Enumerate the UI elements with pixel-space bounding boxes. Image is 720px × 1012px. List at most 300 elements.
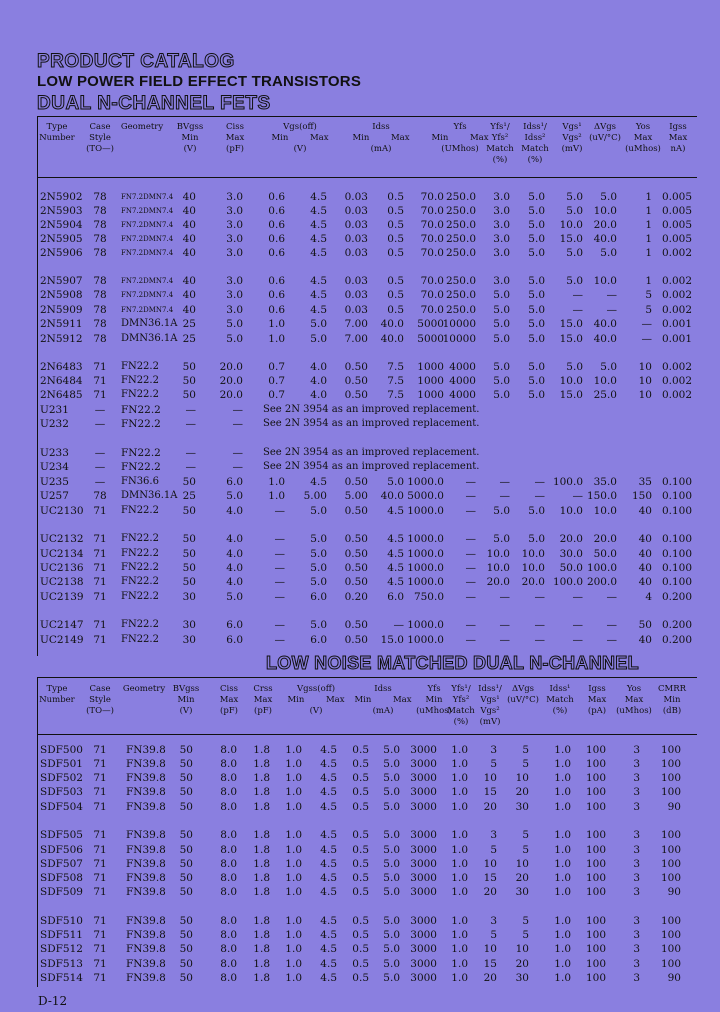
- table1-cell: —: [572, 619, 583, 631]
- table1-cell: 70.0: [420, 275, 444, 287]
- table1-cell: 0.5: [387, 219, 404, 231]
- table1-cell: 5.0: [528, 219, 545, 231]
- table2-cell: 1.0: [451, 772, 468, 784]
- table2-cell: FN39.8: [126, 744, 166, 756]
- table1-cell: 0.6: [268, 233, 285, 245]
- table1-cell: —: [94, 447, 106, 459]
- table2-cell: 4.5: [320, 744, 337, 756]
- table1-cell: UC2147: [40, 619, 84, 631]
- table1-cell: 10.0: [486, 548, 510, 560]
- table1-cell: 50: [638, 619, 652, 631]
- table1-cell: 0.100: [661, 576, 692, 588]
- table2-cell: 1.8: [253, 943, 270, 955]
- table1-cell: 78: [93, 333, 107, 345]
- table1-cell: 1.0: [268, 318, 285, 330]
- table1-cell: 750.0: [413, 591, 444, 603]
- table1-cell: —: [465, 576, 476, 588]
- table2-cell: 1.8: [253, 872, 270, 884]
- table1-cell: 50.0: [593, 548, 617, 560]
- table2-cell: 10: [515, 858, 529, 870]
- table2-cell: 0.5: [352, 886, 369, 898]
- table1-cell: 0.5: [387, 191, 404, 203]
- table1-cell: 70.0: [420, 205, 444, 217]
- table1-cell: 70.0: [420, 191, 444, 203]
- table1-cell: 71: [93, 619, 107, 631]
- table2-cell: 4.5: [320, 929, 337, 941]
- table2-cell: FN39.8: [126, 758, 166, 770]
- table2-cell: 5: [522, 929, 529, 941]
- replacement-note: See 2N 3954 as an improved replacement.: [263, 447, 480, 458]
- table1-cell: 2N5905: [40, 233, 83, 245]
- table1-cell: DMN36.1A: [121, 333, 178, 344]
- table2-cell: 50: [179, 929, 193, 941]
- table1-cell: FN7.2DMN7.4: [121, 277, 174, 285]
- table1-cell: 71: [93, 389, 107, 401]
- table1-cell: 30: [182, 619, 196, 631]
- table2-cell: 5: [490, 844, 497, 856]
- table1-cell: —: [274, 562, 285, 574]
- table2-cell: 0.5: [352, 915, 369, 927]
- table1-cell: 0.100: [661, 505, 692, 517]
- table2-cell: SDF501: [40, 758, 83, 770]
- table1-cell: 50: [182, 476, 196, 488]
- table1-cell: 0.20: [344, 591, 368, 603]
- table1-cell: UC2138: [40, 576, 84, 588]
- table1-cell: 10.0: [521, 548, 545, 560]
- table2-cell: 3: [633, 758, 640, 770]
- table2-cell: 8.0: [220, 858, 237, 870]
- table1-column-header: BVgss Min (V): [176, 122, 204, 154]
- table2-cell: 4.5: [320, 844, 337, 856]
- table1-cell: 71: [93, 591, 107, 603]
- table1-cell: 5000: [417, 318, 444, 330]
- table1-cell: 10: [638, 375, 652, 387]
- table2-cell: 100: [660, 786, 681, 798]
- table1-cell: 0.50: [344, 619, 368, 631]
- table1-cell: 1000: [417, 389, 444, 401]
- table1-cell: 5.0: [226, 318, 243, 330]
- table2-cell: 0.5: [352, 972, 369, 984]
- table1-cell: 0.100: [661, 533, 692, 545]
- table2-cell: 5: [522, 758, 529, 770]
- table2-cell: FN39.8: [126, 858, 166, 870]
- table1-cell: —: [274, 576, 285, 588]
- table1-cell: 78: [93, 191, 107, 203]
- table1-cell: 1: [645, 205, 652, 217]
- table1-cell: FN7.2DMN7.4: [121, 207, 174, 215]
- table1-cell: —: [606, 591, 617, 603]
- table1-cell: 10: [638, 389, 652, 401]
- table1-cell: 1: [645, 233, 652, 245]
- table2-cell: 5.0: [383, 844, 400, 856]
- table2-cell: 1.0: [285, 844, 302, 856]
- table2-cell: 3: [490, 829, 497, 841]
- table1-cell: 7.5: [387, 375, 404, 387]
- table1-cell: 5.0: [528, 361, 545, 373]
- table2-cell: 8.0: [220, 972, 237, 984]
- table1-cell: 40.0: [593, 233, 617, 245]
- table1-cell: 4.5: [310, 247, 327, 259]
- table1-cell: —: [499, 476, 510, 488]
- table1-cell: —: [606, 289, 617, 301]
- table1-cell: 5.0: [528, 289, 545, 301]
- table2-column-header: ΔVgs (uV/°C): [507, 684, 539, 705]
- table1-cell: —: [94, 404, 106, 416]
- table1-cell: 5.0: [493, 333, 510, 345]
- table1-cell: 6.0: [226, 476, 243, 488]
- table1-cell: 71: [93, 533, 107, 545]
- table2-cell: 100: [660, 744, 681, 756]
- table1-column-header: Yos Max (uMhos): [625, 122, 661, 154]
- table2-cell: 5.0: [383, 758, 400, 770]
- table2-cell: 1.8: [253, 972, 270, 984]
- table1-cell: 50: [182, 361, 196, 373]
- table1-cell: 0.50: [344, 562, 368, 574]
- table1-cell: 50: [182, 533, 196, 545]
- table1-cell: 5.0: [566, 205, 583, 217]
- table1-cell: —: [274, 634, 285, 646]
- table2-cell: 3: [490, 744, 497, 756]
- table2-cell: 100: [660, 758, 681, 770]
- table1-cell: UC2132: [40, 533, 84, 545]
- table1-cell: FN22.2: [121, 389, 159, 400]
- table1-cell: 10.0: [559, 219, 583, 231]
- table2-cell: 3: [633, 872, 640, 884]
- table2-cell: 1.0: [285, 958, 302, 970]
- table1-cell: UC2134: [40, 548, 84, 560]
- table2-cell: 8.0: [220, 943, 237, 955]
- table1-cell: 0.03: [344, 191, 368, 203]
- table1-cell: 1000.0: [407, 505, 444, 517]
- table1-cell: —: [572, 289, 583, 301]
- table1-cell: 5.0: [528, 389, 545, 401]
- table1-column-header: ΔVgs (uV/°C): [589, 122, 621, 143]
- table1-cell: 71: [93, 576, 107, 588]
- table1-cell: —: [274, 505, 285, 517]
- table2-cell: 71: [93, 829, 107, 841]
- table2-cell: 3000: [410, 886, 437, 898]
- table1-cell: 7.00: [344, 318, 368, 330]
- table1-cell: 20.0: [219, 389, 243, 401]
- table1-cell: 150: [631, 490, 652, 502]
- table1-cell: 0.5: [387, 289, 404, 301]
- table2-cell: 1.0: [451, 972, 468, 984]
- table1-cell: —: [534, 591, 545, 603]
- table1-cell: —: [606, 304, 617, 316]
- table2-cell: 5.0: [383, 858, 400, 870]
- table1-cell: 5.0: [600, 191, 617, 203]
- table1-cell: 0.001: [661, 318, 692, 330]
- table2-cell: 1.0: [554, 801, 571, 813]
- table2-cell: 3: [633, 915, 640, 927]
- table2-cell: 20: [515, 872, 529, 884]
- table1-cell: FN22.2: [121, 361, 159, 372]
- table1-cell: 5.0: [528, 205, 545, 217]
- table1-cell: 5: [645, 289, 652, 301]
- table2-column-header: Type Number: [39, 684, 75, 705]
- table1-cell: 5.0: [528, 375, 545, 387]
- table2-cell: 20: [483, 886, 497, 898]
- table1-cell: 5.0: [310, 562, 327, 574]
- table2-cell: 50: [179, 943, 193, 955]
- table2-column-header: Yos Max (uMhos): [616, 684, 652, 716]
- table1-cell: 0.5: [387, 205, 404, 217]
- table2-cell: 1.0: [285, 829, 302, 841]
- table2-cell: 1.0: [554, 929, 571, 941]
- table1-cell: 78: [93, 318, 107, 330]
- table1-cell: 0.5: [387, 275, 404, 287]
- table1-cell: 0.005: [661, 191, 692, 203]
- table1-cell: 0.50: [344, 361, 368, 373]
- table1-cell: —: [94, 418, 106, 430]
- table2-cell: SDF506: [40, 844, 83, 856]
- table1-cell: U232: [40, 418, 69, 430]
- table2-cell: 1.8: [253, 844, 270, 856]
- table1-cell: 5.0: [493, 389, 510, 401]
- table1-cell: FN7.2DMN7.4: [121, 193, 174, 201]
- table1-cell: —: [572, 304, 583, 316]
- table1-cell: 20.0: [219, 361, 243, 373]
- table1-cell: 20.0: [559, 533, 583, 545]
- table1-cell: 5.0: [528, 333, 545, 345]
- table1-cell: 20.0: [521, 576, 545, 588]
- table2-cell: 3: [633, 772, 640, 784]
- table1-cell: 200.0: [586, 576, 617, 588]
- table2-cell: 0.5: [352, 943, 369, 955]
- table2-cell: 1.0: [451, 801, 468, 813]
- table2-cell: FN39.8: [126, 872, 166, 884]
- table1-cell: —: [572, 591, 583, 603]
- table2-cell: 0.5: [352, 958, 369, 970]
- table1-cell: UC2149: [40, 634, 84, 646]
- table2-cell: 71: [93, 786, 107, 798]
- table1-cell: 30: [182, 634, 196, 646]
- table2-cell: 4.5: [320, 772, 337, 784]
- table1-cell: —: [534, 634, 545, 646]
- table2-column-header: Crss Max (pF): [253, 684, 273, 716]
- table1-column-header: Igss Max nA): [668, 122, 688, 154]
- table1-cell: 5.0: [528, 505, 545, 517]
- table2-cell: SDF508: [40, 872, 83, 884]
- table1-cell: FN7.2DMN7.4: [121, 235, 174, 243]
- table1-cell: 0.200: [661, 619, 692, 631]
- table2-cell: 5: [522, 829, 529, 841]
- table1-cell: —: [465, 476, 476, 488]
- table2-cell: 30: [515, 886, 529, 898]
- table2-cell: 1.0: [451, 829, 468, 841]
- table1-cell: 3.0: [493, 275, 510, 287]
- table2-cell: 5: [522, 844, 529, 856]
- table1-cell: 2N5911: [40, 318, 83, 330]
- table1-cell: FN22.2: [121, 418, 161, 430]
- table2-cell: 1.0: [451, 958, 468, 970]
- table1-cell: 5.0: [600, 361, 617, 373]
- table2-cell: 1.0: [451, 744, 468, 756]
- table1-cell: 40.0: [593, 318, 617, 330]
- table1-cell: FN36.6: [121, 476, 159, 487]
- table2-cell: 5.0: [383, 972, 400, 984]
- table2-cell: 3: [633, 972, 640, 984]
- table2-cell: 3000: [410, 786, 437, 798]
- table1-cell: —: [606, 619, 617, 631]
- table1-cell: 3.0: [226, 191, 243, 203]
- table2-cell: 1.0: [451, 915, 468, 927]
- table2-cell: SDF513: [40, 958, 83, 970]
- table1-cell: 0.005: [661, 219, 692, 231]
- table2-cell: 8.0: [220, 886, 237, 898]
- table2-cell: SDF505: [40, 829, 83, 841]
- table2-cell: FN39.8: [126, 786, 166, 798]
- table1-cell: 71: [93, 375, 107, 387]
- table2-cell: 1.8: [253, 958, 270, 970]
- table1-cell: 40: [182, 191, 196, 203]
- table1-cell: 0.100: [661, 476, 692, 488]
- table1-cell: 0.002: [661, 275, 692, 287]
- table1-cell: 5.0: [310, 576, 327, 588]
- table1-cell: 250.0: [445, 233, 476, 245]
- table2-cell: 30: [515, 801, 529, 813]
- table2-column-header: Vgss(off) Min Max (V): [287, 684, 345, 716]
- table1-cell: —: [641, 318, 652, 330]
- table1-cell: 40.0: [380, 490, 404, 502]
- table1-cell: —: [185, 461, 196, 473]
- table1-cell: 71: [93, 562, 107, 574]
- table1-cell: 2N5902: [40, 191, 83, 203]
- table2-column-header: Yfs Min (uMhos): [416, 684, 452, 716]
- table2-cell: 8.0: [220, 801, 237, 813]
- table2-cell: 8.0: [220, 829, 237, 841]
- section-title-low-noise: LOW NOISE MATCHED DUAL N-CHANNEL: [266, 653, 639, 673]
- table2-cell: 3: [633, 844, 640, 856]
- table1-cell: 0.5: [387, 233, 404, 245]
- table2-column-header: Geometry: [122, 684, 166, 694]
- table2-cell: 100: [660, 958, 681, 970]
- table1-cell: 3.0: [493, 233, 510, 245]
- table1-column-header: Type Number: [39, 122, 75, 143]
- page-number: D-12: [38, 994, 68, 1008]
- table1-cell: 4.0: [226, 562, 243, 574]
- table2-cell: 71: [93, 844, 107, 856]
- table1-cell: 40: [182, 304, 196, 316]
- table2-cell: 0.5: [352, 744, 369, 756]
- table1-cell: FN7.2DMN7.4: [121, 291, 174, 299]
- table1-cell: 3.0: [226, 289, 243, 301]
- table2-cell: 4.5: [320, 886, 337, 898]
- table1-cell: U233: [40, 447, 69, 459]
- table2-cell: 1.0: [554, 943, 571, 955]
- table1-cell: 25.0: [593, 389, 617, 401]
- table1-cell: 5.0: [387, 476, 404, 488]
- table2-cell: 1.8: [253, 858, 270, 870]
- table1-cell: FN22.2: [121, 533, 159, 544]
- table2-cell: 1.0: [554, 758, 571, 770]
- table2-cell: 8.0: [220, 744, 237, 756]
- table2-column-header: Igss Max (pA): [587, 684, 607, 716]
- table1-cell: —: [465, 505, 476, 517]
- table1-cell: 1000.0: [407, 619, 444, 631]
- table1-cell: —: [465, 533, 476, 545]
- table1-cell: —: [185, 447, 196, 459]
- table1-cell: 78: [93, 233, 107, 245]
- table2-cell: 1.0: [451, 872, 468, 884]
- table2-cell: SDF504: [40, 801, 83, 813]
- table1-cell: 5: [645, 304, 652, 316]
- table2-cell: 100: [585, 829, 606, 841]
- table1-cell: —: [274, 533, 285, 545]
- table2-cell: 100: [660, 929, 681, 941]
- table1-cell: 78: [93, 219, 107, 231]
- table1-cell: 0.03: [344, 219, 368, 231]
- table2-cell: 71: [93, 943, 107, 955]
- table1-cell: 5.0: [493, 533, 510, 545]
- table2-cell: 4.5: [320, 958, 337, 970]
- table2-cell: FN39.8: [126, 801, 166, 813]
- table1-cell: 4000: [449, 361, 476, 373]
- table1-cell: 40: [638, 576, 652, 588]
- table2-cell: 5.0: [383, 872, 400, 884]
- table1-cell: 4.5: [310, 304, 327, 316]
- table1-cell: 25: [182, 318, 196, 330]
- table1-cell: 0.50: [344, 375, 368, 387]
- table2-cell: 100: [585, 943, 606, 955]
- table2-cell: 3000: [410, 829, 437, 841]
- table2-cell: 3: [633, 929, 640, 941]
- table2-cell: 4.5: [320, 786, 337, 798]
- table1-cell: UC2130: [40, 505, 84, 517]
- table1-cell: 5.0: [310, 333, 327, 345]
- table1-cell: 0.002: [661, 247, 692, 259]
- table2-cell: 50: [179, 915, 193, 927]
- table1-cell: 0.50: [344, 634, 368, 646]
- table1-cell: 10.0: [593, 275, 617, 287]
- table1-cell: FN22.2: [121, 619, 159, 630]
- table1-cell: 3.0: [493, 219, 510, 231]
- table2-cell: 3: [633, 744, 640, 756]
- table1-cell: 250.0: [445, 304, 476, 316]
- table1-cell: 40: [638, 533, 652, 545]
- table1-cell: 40: [638, 634, 652, 646]
- table2-cell: SDF509: [40, 886, 83, 898]
- table2-cell: 3000: [410, 772, 437, 784]
- table1-cell: 6.0: [226, 634, 243, 646]
- table2-cell: 8.0: [220, 786, 237, 798]
- table2-cell: 5.0: [383, 943, 400, 955]
- table2-cell: 50: [179, 801, 193, 813]
- table1-cell: —: [606, 634, 617, 646]
- table2-cell: FN39.8: [126, 943, 166, 955]
- table1-cell: 4.5: [387, 562, 404, 574]
- table1-cell: 70.0: [420, 233, 444, 245]
- table1-cell: 5.00: [303, 490, 327, 502]
- table2-cell: 1.8: [253, 758, 270, 770]
- table2-cell: 50: [179, 758, 193, 770]
- table2-cell: 3000: [410, 844, 437, 856]
- table2-cell: SDF503: [40, 786, 83, 798]
- table1-cell: 40: [182, 247, 196, 259]
- table1-cell: 2N6484: [40, 375, 83, 387]
- table2-cell: 20: [483, 801, 497, 813]
- table1-cell: 0.6: [268, 205, 285, 217]
- table2-cell: 3: [633, 786, 640, 798]
- table1-cell: 0.03: [344, 233, 368, 245]
- table1-cell: 4: [645, 591, 652, 603]
- table2-cell: 71: [93, 758, 107, 770]
- table2-cell: 100: [585, 772, 606, 784]
- table1-cell: —: [499, 634, 510, 646]
- table1-cell: 0.6: [268, 191, 285, 203]
- table1-cell: 5.0: [493, 318, 510, 330]
- table1-cell: 10.0: [559, 505, 583, 517]
